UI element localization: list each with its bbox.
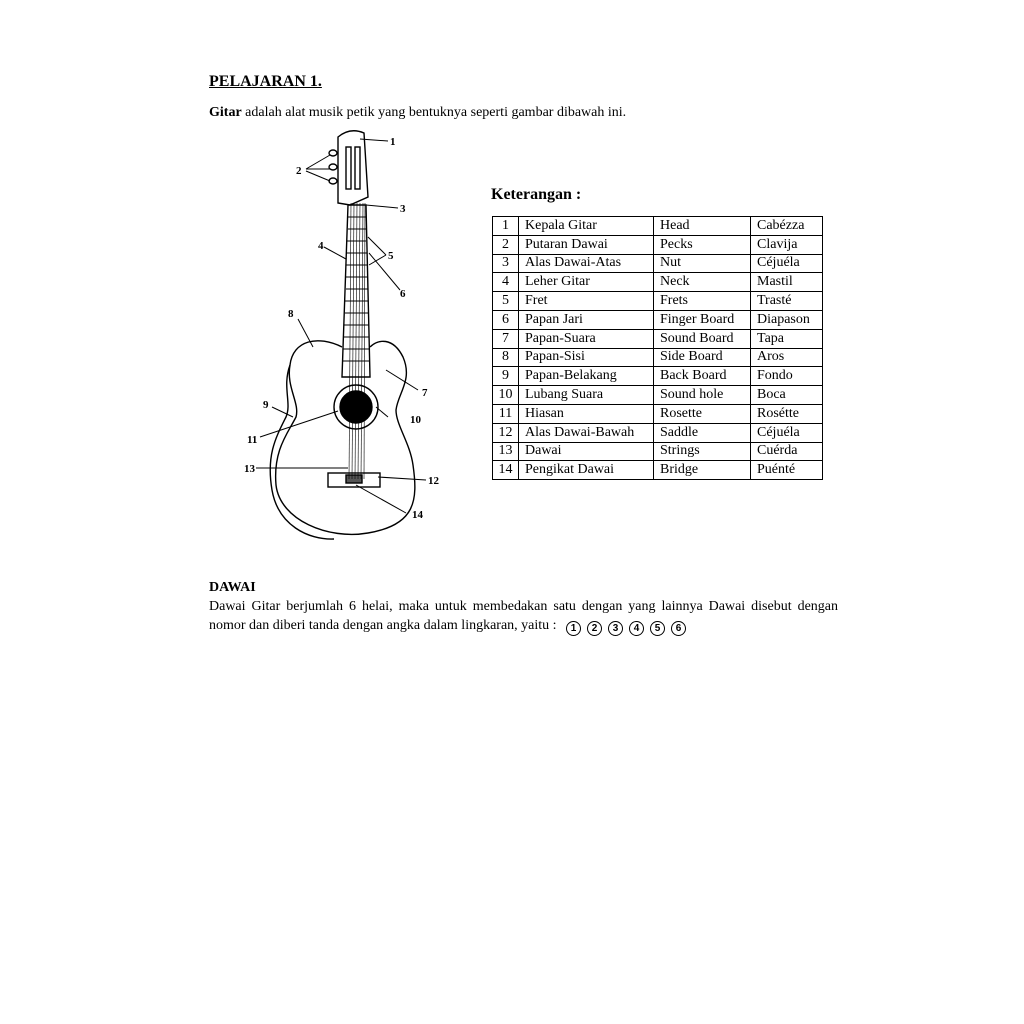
tuning-peg — [329, 178, 337, 184]
part-number: 6 — [493, 310, 519, 329]
part-name-indonesian: Hiasan — [519, 404, 654, 423]
part-name-indonesian: Dawai — [519, 442, 654, 461]
part-number: 3 — [493, 254, 519, 273]
part-name-english: Rosette — [654, 404, 751, 423]
string-number-circle: 1 — [566, 621, 581, 636]
tuning-peg — [329, 150, 337, 156]
part-number: 5 — [493, 292, 519, 311]
table-row — [493, 367, 823, 386]
headstock-outline — [338, 131, 368, 205]
table-row — [493, 310, 823, 329]
part-name-english: Sound Board — [654, 329, 751, 348]
string-number-circle: 6 — [671, 621, 686, 636]
part-number: 12 — [493, 423, 519, 442]
part-name-spanish: Cabézza — [751, 217, 823, 236]
table-row — [493, 348, 823, 367]
string-number-circle: 5 — [650, 621, 665, 636]
part-number: 11 — [493, 404, 519, 423]
part-name-english: Finger Board — [654, 310, 751, 329]
table-row — [493, 329, 823, 348]
part-name-indonesian: Papan-Suara — [519, 329, 654, 348]
part-name-english: Side Board — [654, 348, 751, 367]
intro-text — [209, 105, 626, 121]
part-name-spanish: Céjuéla — [751, 254, 823, 273]
table-row — [493, 404, 823, 423]
section-heading: DAWAI — [209, 580, 256, 595]
intro-bold-term: Gitar — [209, 105, 242, 120]
legend-title: Keterangan : — [491, 186, 582, 203]
guitar-label: 5 — [388, 250, 394, 262]
part-number: 14 — [493, 461, 519, 480]
guitar-label: 10 — [410, 414, 421, 426]
sound-hole — [340, 391, 372, 423]
part-number: 9 — [493, 367, 519, 386]
part-name-indonesian: Alas Dawai-Atas — [519, 254, 654, 273]
part-name-indonesian: Fret — [519, 292, 654, 311]
part-name-indonesian: Leher Gitar — [519, 273, 654, 292]
part-number: 4 — [493, 273, 519, 292]
part-name-english: Pecks — [654, 235, 751, 254]
side-board — [270, 365, 334, 539]
guitar-label: 3 — [400, 203, 406, 215]
part-name-indonesian: Papan-Belakang — [519, 367, 654, 386]
guitar-diagram — [238, 125, 448, 550]
part-name-spanish: Cuérda — [751, 442, 823, 461]
part-name-spanish: Diapason — [751, 310, 823, 329]
part-name-english: Frets — [654, 292, 751, 311]
page-title: PELAJARAN 1. — [209, 73, 322, 90]
table-row — [493, 423, 823, 442]
part-name-english: Neck — [654, 273, 751, 292]
part-name-spanish: Clavija — [751, 235, 823, 254]
part-name-spanish: Aros — [751, 348, 823, 367]
part-number: 10 — [493, 386, 519, 405]
body-outline — [276, 341, 415, 535]
part-name-spanish: Rosétte — [751, 404, 823, 423]
string-number-circle: 3 — [608, 621, 623, 636]
part-name-english: Head — [654, 217, 751, 236]
part-name-english: Nut — [654, 254, 751, 273]
part-name-spanish: Trasté — [751, 292, 823, 311]
part-number: 13 — [493, 442, 519, 461]
part-name-spanish: Fondo — [751, 367, 823, 386]
string-number-circles — [563, 618, 693, 633]
part-name-indonesian: Papan-Sisi — [519, 348, 654, 367]
table-row — [493, 254, 823, 273]
guitar-label: 14 — [412, 509, 423, 521]
table-row — [493, 273, 823, 292]
part-name-english: Saddle — [654, 423, 751, 442]
part-name-spanish: Tapa — [751, 329, 823, 348]
table-row — [493, 386, 823, 405]
section-paragraph — [209, 597, 838, 636]
guitar-label: 11 — [247, 434, 258, 446]
part-name-indonesian: Lubang Suara — [519, 386, 654, 405]
tuning-peg — [329, 164, 337, 170]
string-number-circle: 4 — [629, 621, 644, 636]
saddle — [346, 475, 362, 483]
guitar-label: 2 — [296, 165, 302, 177]
guitar-label: 7 — [422, 387, 428, 399]
guitar-label: 12 — [428, 475, 439, 487]
part-name-english: Sound hole — [654, 386, 751, 405]
part-name-spanish: Mastil — [751, 273, 823, 292]
part-name-indonesian: Papan Jari — [519, 310, 654, 329]
guitar-label: 9 — [263, 399, 269, 411]
guitar-label: 4 — [318, 240, 324, 252]
part-name-indonesian: Alas Dawai-Bawah — [519, 423, 654, 442]
guitar-label: 13 — [244, 463, 255, 475]
table-row — [493, 235, 823, 254]
part-number: 7 — [493, 329, 519, 348]
table-row — [493, 442, 823, 461]
part-name-spanish: Puénté — [751, 461, 823, 480]
part-name-indonesian: Putaran Dawai — [519, 235, 654, 254]
part-name-english: Back Board — [654, 367, 751, 386]
part-number: 1 — [493, 217, 519, 236]
part-name-english: Bridge — [654, 461, 751, 480]
table-row — [493, 217, 823, 236]
part-number: 8 — [493, 348, 519, 367]
string-number-circle: 2 — [587, 621, 602, 636]
part-name-spanish: Boca — [751, 386, 823, 405]
parts-table — [492, 216, 823, 480]
part-name-indonesian: Kepala Gitar — [519, 217, 654, 236]
part-name-english: Strings — [654, 442, 751, 461]
part-name-indonesian: Pengikat Dawai — [519, 461, 654, 480]
section-text: Dawai Gitar berjumlah 6 helai, maka untuk membedakan satu dengan yang lainnya Dawai disebut dengan nomor dan diberi tanda dengan angka dalam lingkaran, yaitu : — [209, 599, 838, 633]
part-name-spanish: Céjuéla — [751, 423, 823, 442]
table-row — [493, 292, 823, 311]
guitar-label: 1 — [390, 136, 396, 148]
table-row — [493, 461, 823, 480]
guitar-label: 6 — [400, 288, 406, 300]
part-number: 2 — [493, 235, 519, 254]
guitar-label: 8 — [288, 308, 294, 320]
intro-rest: adalah alat musik petik yang bentuknya seperti gambar dibawah ini. — [241, 105, 627, 120]
